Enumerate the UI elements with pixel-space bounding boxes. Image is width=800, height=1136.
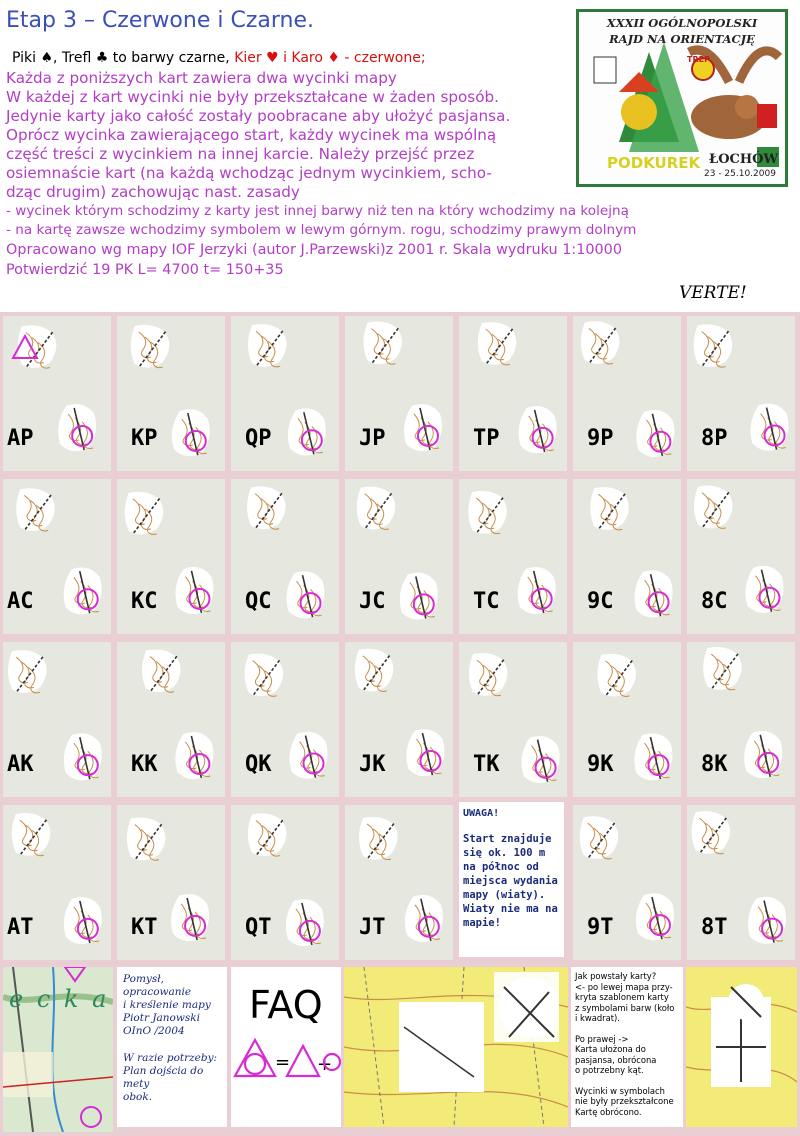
help-line: W razie potrzeby: bbox=[123, 1052, 218, 1064]
suit-colors-line bbox=[12, 50, 426, 66]
card-qk[interactable] bbox=[231, 642, 339, 797]
howto-line: Jak powstały karty? bbox=[575, 971, 657, 981]
card-qt[interactable] bbox=[231, 805, 339, 960]
page-title: Etap 3 – Czerwone i Czarne. bbox=[6, 8, 314, 33]
faq-formula bbox=[231, 1032, 341, 1092]
map-fragment-top bbox=[8, 650, 47, 693]
card-label: TK bbox=[473, 752, 500, 777]
card-8k[interactable] bbox=[687, 642, 795, 797]
card-label: TC bbox=[473, 589, 500, 614]
credits-line: OInO /2004 bbox=[123, 1025, 185, 1037]
rule-line: - wycinek którym schodzimy z karty jest innej barwy niż ten na który wchodzimy na kolejną bbox=[6, 203, 629, 219]
card-label: 9P bbox=[587, 426, 614, 451]
card-ap[interactable] bbox=[3, 316, 111, 471]
card-label: 8C bbox=[701, 589, 728, 614]
faq-title: FAQ bbox=[249, 983, 323, 1027]
card-tp[interactable] bbox=[459, 316, 567, 471]
card-label: 9K bbox=[587, 752, 614, 777]
map-fragment-top bbox=[16, 488, 55, 531]
logo-line1: XXXII OGÓLNOPOLSKI bbox=[606, 16, 758, 30]
card-label: AT bbox=[7, 915, 34, 940]
card-qc[interactable] bbox=[231, 479, 339, 634]
rotated-card-tile bbox=[686, 967, 797, 1127]
map-fragment-top bbox=[357, 487, 396, 530]
warning-heading: UWAGA! bbox=[463, 808, 500, 819]
credits-line: i kreślenie mapy bbox=[123, 999, 211, 1011]
howto-line: nie były przekształcone bbox=[575, 1096, 674, 1106]
map-fragment-top bbox=[597, 654, 636, 697]
card-ac[interactable] bbox=[3, 479, 111, 634]
card-tk[interactable] bbox=[459, 642, 567, 797]
credits-text bbox=[123, 973, 227, 1104]
triangle-icon bbox=[287, 1046, 319, 1076]
howto-line: i kwadrat). bbox=[575, 1013, 620, 1023]
card-label: QP bbox=[245, 426, 272, 451]
map-fragment-top bbox=[581, 321, 620, 364]
map-fragment-top bbox=[142, 649, 181, 692]
card-9t[interactable] bbox=[573, 805, 681, 960]
triangle-circle-icon bbox=[235, 1040, 275, 1076]
card-tc[interactable] bbox=[459, 479, 567, 634]
rule-line: Opracowano wg mapy IOF Jerzyki (autor J.Parzewski)z 2001 r. Skala wydruku 1:10000 bbox=[6, 242, 622, 258]
red-suits-text: Kier ♥ i Karo ♦ - czerwone; bbox=[234, 50, 426, 66]
credits-line: Piotr Janowski bbox=[123, 1012, 200, 1024]
formula-plus: + bbox=[317, 1054, 333, 1075]
map-fragment-top bbox=[469, 653, 508, 696]
rule-line: Potwierdzić 19 PK L= 4700 t= 150+35 bbox=[6, 262, 284, 278]
card-label: AP bbox=[7, 426, 34, 451]
card-at[interactable] bbox=[3, 805, 111, 960]
card-kc[interactable] bbox=[117, 479, 225, 634]
map-fragment-top bbox=[468, 491, 507, 534]
map-fragment-top bbox=[248, 813, 287, 856]
card-label: AK bbox=[7, 752, 34, 777]
card-8c[interactable] bbox=[687, 479, 795, 634]
map-fragment-top bbox=[355, 649, 394, 692]
logo-dates: 23 - 25.10.2009 bbox=[704, 169, 776, 179]
howto-line: Wycinki w symbolach bbox=[575, 1085, 665, 1096]
warning-note bbox=[459, 802, 564, 957]
card-qp[interactable] bbox=[231, 316, 339, 471]
card-label: KC bbox=[131, 589, 158, 614]
howto-line: <- po lewej mapa przy- bbox=[575, 981, 673, 992]
card-jc[interactable] bbox=[345, 479, 453, 634]
rule-line: dząc drugim) zachowując nast. zasady bbox=[6, 183, 300, 201]
howto-tile bbox=[571, 967, 683, 1127]
credits-line: Pomysł, opracowanie bbox=[123, 973, 192, 998]
rule-line: W każdej z kart wycinki nie były przekształcane w żaden sposób. bbox=[6, 88, 499, 106]
map-fragment-top bbox=[12, 813, 51, 856]
verte-text: VERTE! bbox=[679, 283, 747, 303]
howto-line: o potrzebny kąt. bbox=[575, 1065, 644, 1075]
map-fragment-top bbox=[692, 811, 731, 854]
card-label: QK bbox=[245, 752, 272, 777]
map-fragment-top bbox=[694, 324, 733, 367]
map-fragment-top bbox=[363, 321, 402, 364]
rule-line: - na kartę zawsze wchodzimy symbolem w lewym górnym. rogu, schodzimy prawym dolnym bbox=[6, 222, 637, 238]
card-label: QC bbox=[245, 589, 272, 614]
rule-line: Każda z poniższych kart zawiera dwa wycinki mapy bbox=[6, 69, 397, 87]
event-logo bbox=[576, 9, 788, 187]
card-jp[interactable] bbox=[345, 316, 453, 471]
card-kk[interactable] bbox=[117, 642, 225, 797]
template-map-tile bbox=[344, 967, 568, 1127]
map-fragment-top bbox=[694, 486, 733, 529]
card-label: JK bbox=[359, 752, 386, 777]
card-8p[interactable] bbox=[687, 316, 795, 471]
howto-line: pasjansa, obrócona bbox=[575, 1054, 657, 1065]
card-8t[interactable] bbox=[687, 805, 795, 960]
card-label: 8T bbox=[701, 915, 728, 940]
map-fragment-top bbox=[478, 322, 517, 365]
card-label: TP bbox=[473, 426, 500, 451]
card-label: JP bbox=[359, 426, 386, 451]
card-9p[interactable] bbox=[573, 316, 681, 471]
howto-text bbox=[575, 971, 674, 1117]
map-fragment-top bbox=[18, 325, 57, 368]
howto-line: kryta szablonem karty bbox=[575, 992, 669, 1002]
warning-body: Start znajduje się ok. 100 m na północ od miejsca wydania mapy (wiaty). Wiaty nie ma na mapie! bbox=[463, 833, 558, 929]
card-kt[interactable] bbox=[117, 805, 225, 960]
card-label: KP bbox=[131, 426, 158, 451]
card-9c[interactable] bbox=[573, 479, 681, 634]
card-label: JC bbox=[359, 589, 386, 614]
map-fragment-top bbox=[703, 647, 742, 690]
map-fragment-top bbox=[131, 325, 170, 368]
howto-line bbox=[575, 1024, 674, 1034]
map-fragment-top bbox=[127, 818, 166, 861]
card-label: KT bbox=[131, 915, 158, 940]
map-fragment-top bbox=[247, 487, 286, 530]
map-fragment-top bbox=[245, 654, 284, 697]
card-ak[interactable] bbox=[3, 642, 111, 797]
logo-badge: TREP bbox=[687, 55, 710, 64]
howto-line bbox=[575, 1076, 674, 1086]
card-label: 8P bbox=[701, 426, 728, 451]
card-label: JT bbox=[359, 915, 386, 940]
card-label: KK bbox=[131, 752, 158, 777]
card-jt[interactable] bbox=[345, 805, 453, 960]
map-fragment-top bbox=[248, 324, 287, 367]
rule-line: osiemnaście kart (na każdą wchodząc jednym wycinkiem, scho- bbox=[6, 164, 492, 182]
card-label: 9C bbox=[587, 589, 614, 614]
map-letters: e c k a bbox=[9, 985, 110, 1013]
rule-line: część treści z wycinkiem na innej karcie. Należy przejść przez bbox=[6, 145, 475, 163]
card-jk[interactable] bbox=[345, 642, 453, 797]
help-line: Plan dojścia do mety bbox=[123, 1065, 204, 1090]
formula-equals: = bbox=[275, 1052, 291, 1073]
card-9k[interactable] bbox=[573, 642, 681, 797]
map-fragment-tile bbox=[3, 967, 113, 1132]
map-fragment-top bbox=[125, 492, 164, 535]
map-fragment-top bbox=[580, 816, 619, 859]
inner-circle-icon bbox=[245, 1054, 265, 1074]
logo-line2: RAJD NA ORIENTACJĘ bbox=[609, 32, 755, 46]
card-kp[interactable] bbox=[117, 316, 225, 471]
card-label: 8K bbox=[701, 752, 728, 777]
map-fragment-top bbox=[359, 817, 398, 860]
help-line: obok. bbox=[123, 1091, 153, 1103]
rule-line: Jedynie karty jako całość zostały poobracane aby ułożyć pasjansa. bbox=[6, 107, 511, 125]
logo-place: ŁOCHÓW bbox=[709, 152, 779, 167]
credits-tile bbox=[117, 967, 227, 1127]
black-suits-text: Piki ♠, Trefl ♣ to barwy czarne, bbox=[12, 50, 230, 66]
howto-line: Kartę obrócono. bbox=[575, 1106, 642, 1117]
howto-line: z symbolami barw (koło bbox=[575, 1002, 675, 1013]
card-label: QT bbox=[245, 915, 272, 940]
rule-line: Oprócz wycinka zawierającego start, każdy wycinek ma wspólną bbox=[6, 126, 497, 144]
card-label: 9T bbox=[587, 915, 614, 940]
card-label: AC bbox=[7, 589, 34, 614]
howto-line: Karta ułożona do bbox=[575, 1044, 646, 1054]
howto-line: Po prawej -> bbox=[575, 1033, 629, 1044]
map-fragment-top bbox=[590, 487, 629, 530]
logo-name: PODKUREK bbox=[607, 154, 701, 172]
faq-tile bbox=[231, 967, 341, 1127]
